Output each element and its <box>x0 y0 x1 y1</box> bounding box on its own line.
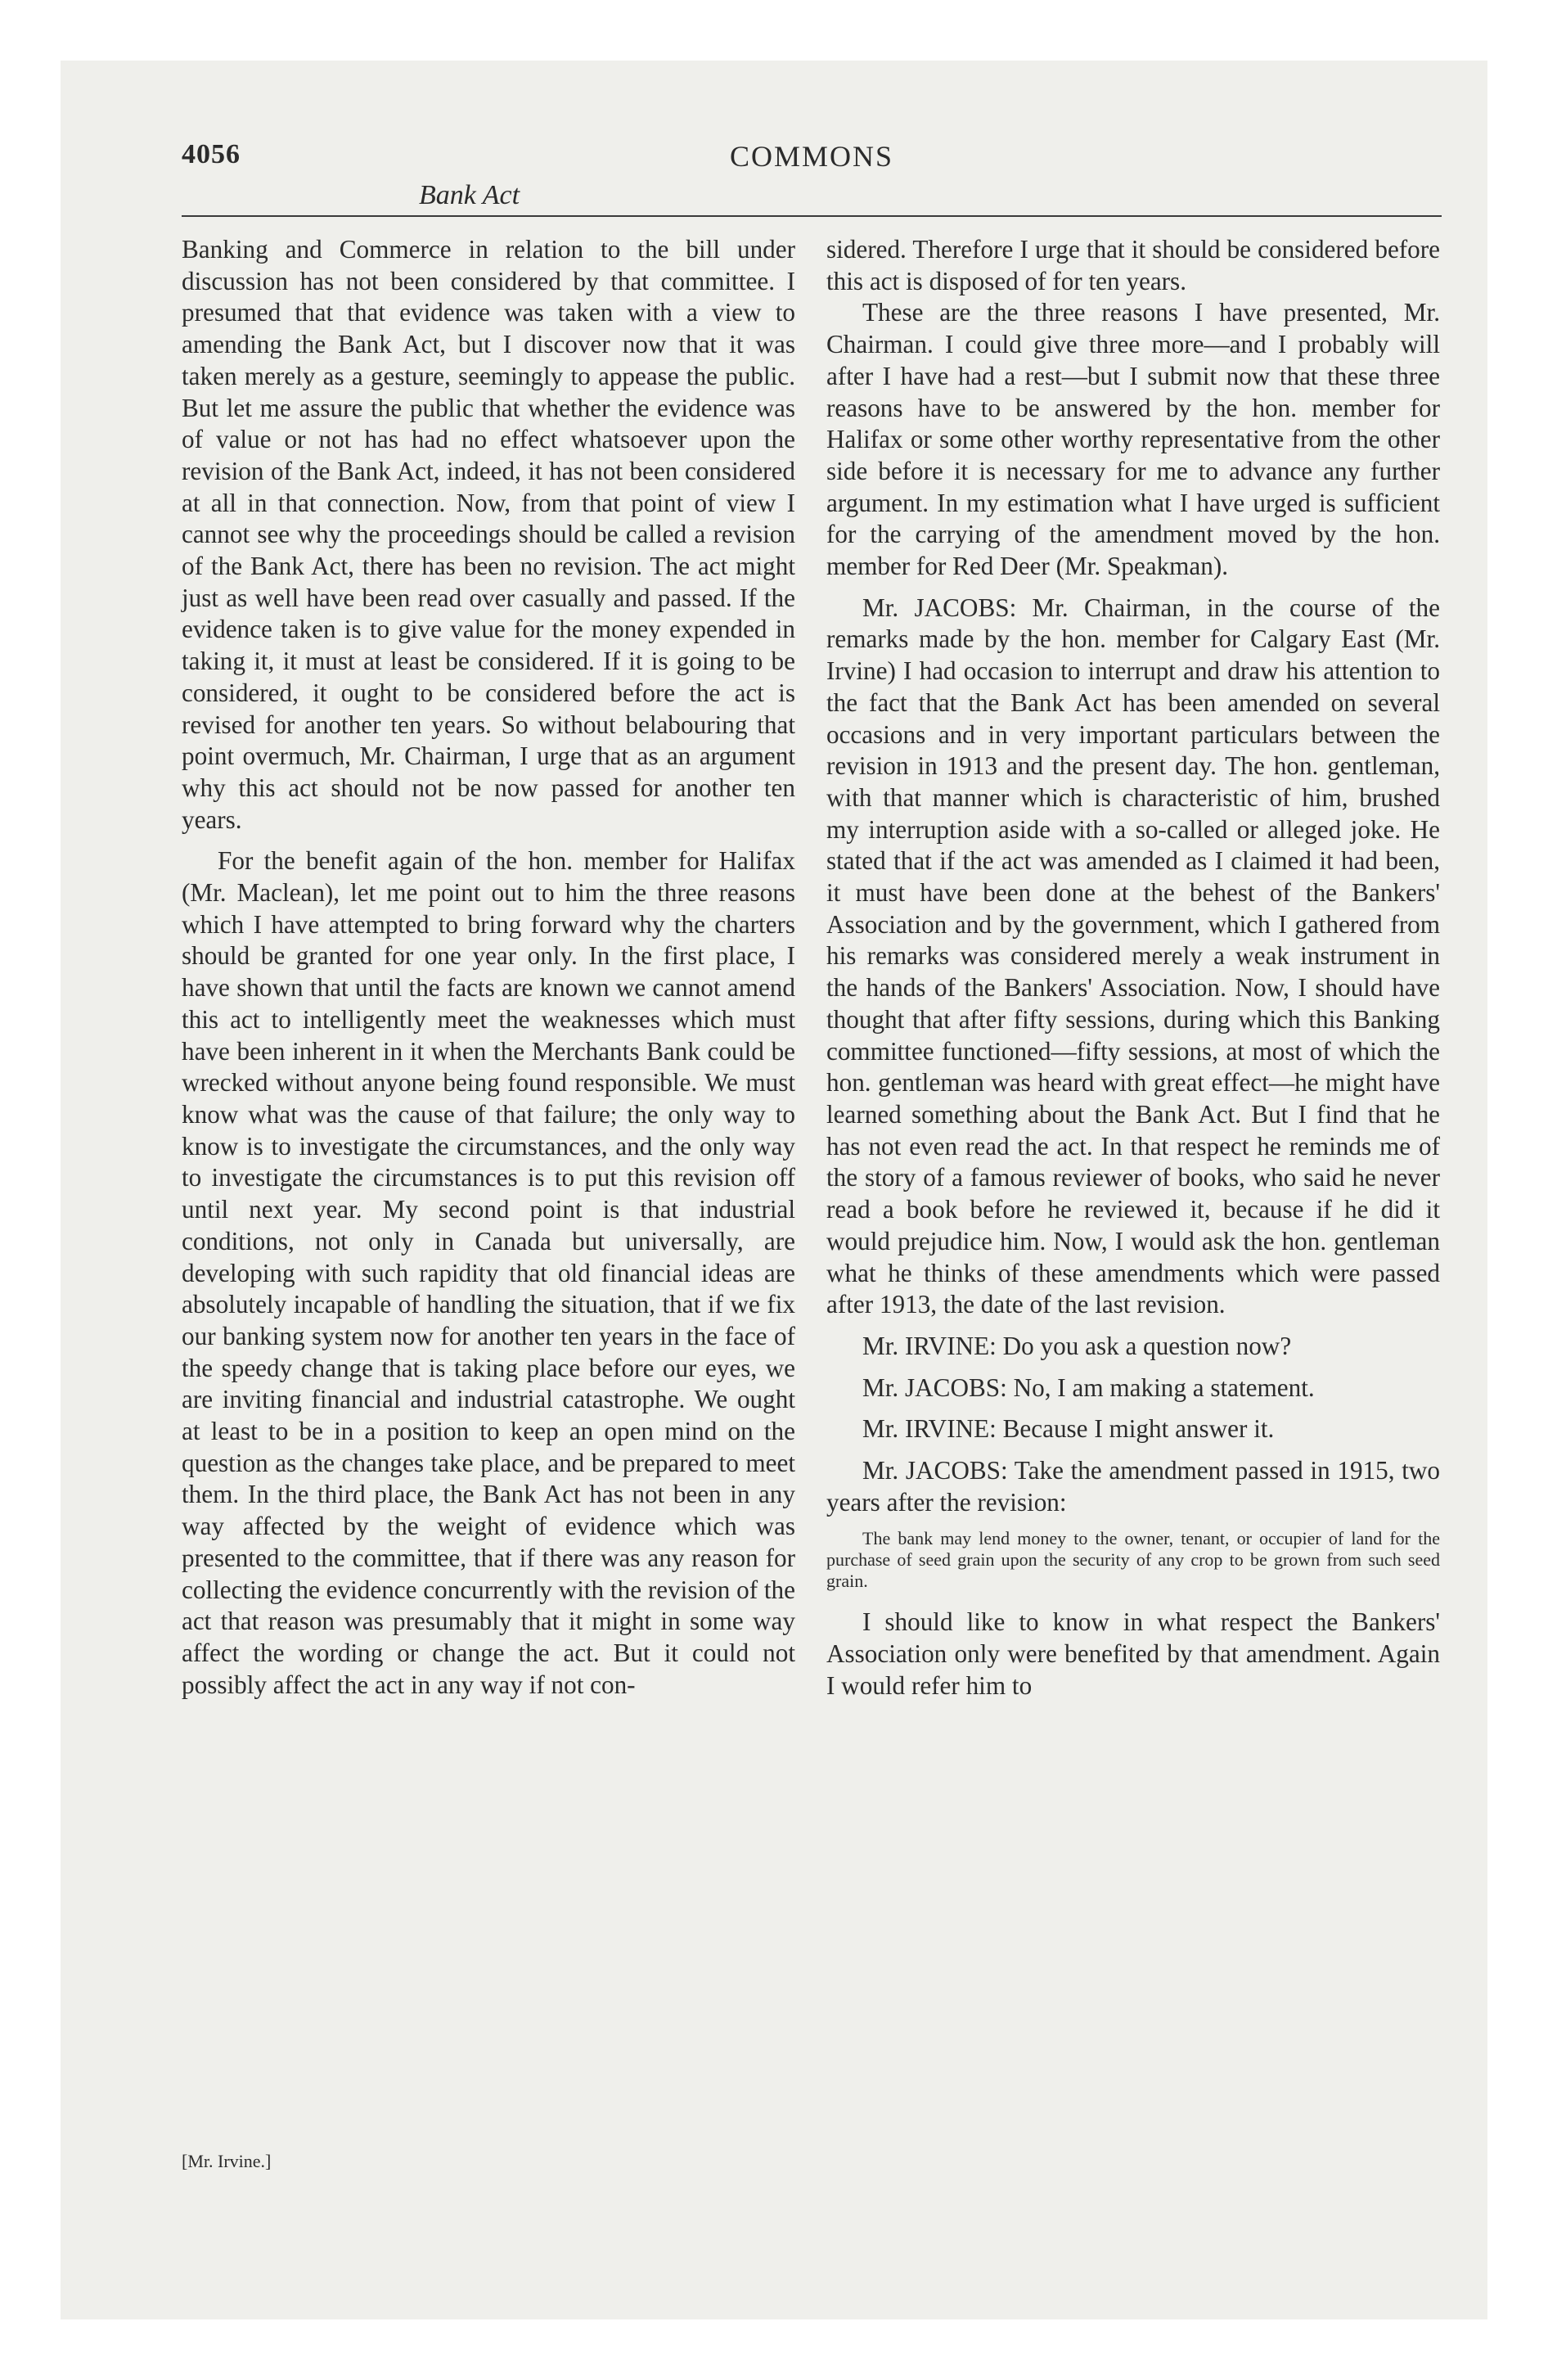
right-paragraph-1: sidered. Therefore I urge that it should be considered before this act is disposed of for ten years. <box>826 235 1440 295</box>
right-paragraph-6: Mr. IRVINE: Because I might answer it. <box>862 1414 1275 1444</box>
left-paragraph-2: For the benefit again of the hon. member for Halifax (Mr. Maclean), let me point out to him the three reasons which I have attempted to bring forward why the charters should be granted for one year only. In the first place, I have shown that until the facts are known we cannot amend this act to intelligently meet the weaknesses which must have been inherent in it when the Merchants Bank could be wrecked without anyone being found responsible. We must know what was the cause of that failure; the only way to know is to investigate the circumstances, and the only way to investigate the circumstances is to put this revision off until next year. My second point is that industrial conditions, not only in Canada but universally, are developing with such rapidity that old financial ideas are absolutely incapable of handling the situation, that if we fix our banking system now for another ten years in the face of the speedy change that is taking place before our eyes, we are inviting financial and industrial catastrophe. We ought at least to be in a position to keep an open mind on the question as the changes take place, and be prepared to meet them. In the third place, the Bank Act has not been in any way affected by the weight of evidence which was presented to the committee, that if there was any reason for collecting the evidence concurrently with the revision of the act that reason was presumably that it might in some way affect the wording or change the act. But it could not possibly affect the act in any way if not con- <box>182 846 795 1699</box>
left-column <box>182 234 795 1701</box>
right-paragraph-8: I should like to know in what respect the Bankers' Association only were benefited by that amendment. Again I would refer him to <box>826 1607 1440 1700</box>
page-number: 4056 <box>182 139 241 169</box>
running-title: COMMONS <box>729 140 894 173</box>
page-header <box>182 139 1442 237</box>
right-paragraph-2: These are the three reasons I have presented, Mr. Chairman. I could give three more—and I probably will after I have had a rest—but I submit now that these three reasons have to be answered by the hon. member for Halifax or some other worthy representative from the other side before it is necessary for me to advance any further argument. In my estimation what I have urged is sufficient for the carrying of the amendment moved by the hon. member for Red Deer (Mr. Speakman). <box>826 298 1440 581</box>
right-column <box>826 234 1440 1702</box>
block-quote: The bank may lend money to the owner, tenant, or occupier of land for the purchase of seed grain upon the security of any crop to be grown from such seed grain. <box>826 1528 1440 1592</box>
header-rule <box>182 215 1442 217</box>
right-paragraph-4: Mr. IRVINE: Do you ask a question now? <box>862 1331 1292 1360</box>
right-paragraph-5: Mr. JACOBS: No, I am making a statement. <box>862 1373 1315 1402</box>
speaker-attribution: [Mr. Irvine.] <box>182 2151 272 2171</box>
right-paragraph-3: Mr. JACOBS: Mr. Chairman, in the course of the remarks made by the hon. member for Calgary East (Mr. Irvine) I had occasion to interrupt and draw his attention to the fact that the Bank Act has been amended on several occasions and in very important particulars between the revision in 1913 and the present day. The hon. gentleman, with that manner which is characteristic of him, brushed my interruption aside with a so-called or alleged joke. He stated that if the act was amended as I claimed it had been, it must have been done at the behest of the Bankers' Association and by the government, which I gathered from his remarks was considered merely a weak instrument in the hands of the Bankers' Association. Now, I should have thought that after fifty sessions, during which this Banking committee functioned—fifty sessions, at most of which the hon. gentleman was heard with great effect—he might have learned something about the Bank Act. But I find that he has not even read the act. In that respect he reminds me of the story of a famous reviewer of books, who said he never read a book before he reviewed it, because if he did it would prejudice him. Now, I would ask the hon. gentleman what he thinks of these amendments which were passed after 1913, the date of the last revision. <box>826 593 1440 1319</box>
left-paragraph-1: Banking and Commerce in relation to the bill under discussion has not been considered by that committee. I presumed that that evidence was taken with a view to amending the Bank Act, but I discover now that it was taken merely as a gesture, seemingly to appease the public. But let me assure the public that whether the evidence was of value or not has had no effect whatsoever upon the revision of the Bank Act, indeed, it has not been considered at all in that connection. Now, from that point of view I cannot see why the proceedings should be called a revision of the Bank Act, there has been no revision. The act might just as well have been read over casually and passed. If the evidence taken is to give value for the money expended in taking it, it must at least be considered. If it is going to be considered, it ought to be considered before the act is revised for another ten years. So without belabouring that point overmuch, Mr. Chairman, I urge that as an argument why this act should not be now passed for another ten years. <box>182 235 795 834</box>
section-title: Bank Act <box>419 180 520 210</box>
right-paragraph-7: Mr. JACOBS: Take the amendment passed in 1915, two years after the revision: <box>826 1456 1440 1517</box>
